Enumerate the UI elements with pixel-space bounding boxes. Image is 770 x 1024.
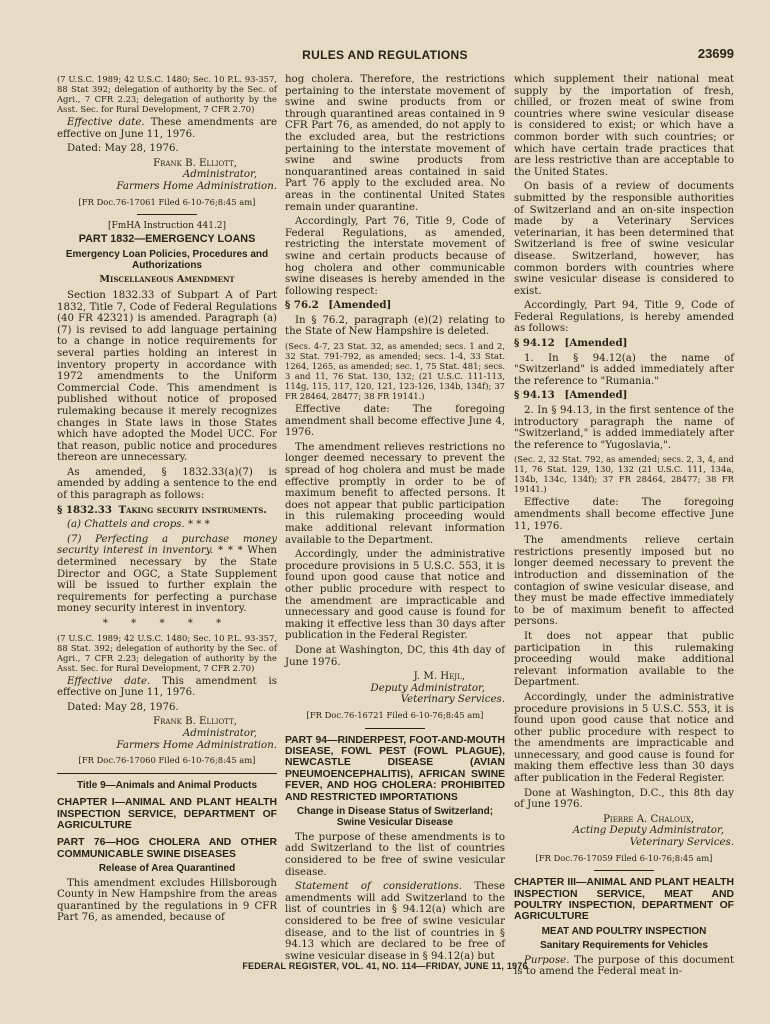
ellipsis-stars: * * * * *: [102, 618, 232, 629]
instruction-ref: [FmHA Instruction 441.2]: [107, 221, 227, 232]
body-paragraph: which supplement their national meat supply by the importation of fresh, chilled, or frozen meat of swine from countries where swine vesicular disease is considered to exist; or which have a common border with such countries; or which have certain trade practices that are less restrictive than are acceptable to the United States.: [514, 74, 734, 178]
body-paragraph: Accordingly, Part 94, Title 9, Code of Federal Regulations, is hereby amended as follows:: [514, 300, 734, 335]
body-paragraph: Statement of considerations. These amendments will add Switzerland to the list of countries in § 94.12(a) which are considered to be free of swine vesicular disease, and to the list of countries in § 94.13 which are declared to be free of swine vesicular disease in § 94.12(a) but: [285, 881, 505, 962]
divider: [365, 728, 425, 729]
body-paragraph: It does not appear that public participation in this rulemaking proceeding would make additional relevant information available to the Department.: [514, 630, 734, 689]
body-paragraph: 2. In § 94.13, in the first sentence of the introductory paragraph the name of "Switzerland," is added immediately after the reference to "Yugoslavia,".: [514, 405, 734, 451]
authority-citation: (Secs. 4-7, 23 Stat. 32, as amended; secs. 1 and 2, 32 Stat. 791-792, as amended; secs. 1-4, 33 Stat. 1264, 1265, as amended; sec. 1, 75 Stat. 481; secs. 3 and 11, 76 Stat. 130, 132; (21 U.S.C. 111-113, 114g, 115, 117, 120, 121, 123-126, 134b, 134f); 37 FR 28464, 28477; 38 FR 19141.): [285, 341, 505, 402]
signer-title: Acting Deputy Administrator,: [572, 825, 724, 837]
divider: [137, 214, 197, 215]
divider: [57, 773, 277, 774]
body-paragraph: Effective date: The foregoing amendments shall become effective June 11, 1976.: [514, 497, 734, 532]
section-paragraph-7: (7) Perfecting a purchase money security interest in inventory. * * * When determined necessary by the State Director and OGC, a State Supplement will be issued to further explain the requirements for perfecting a purchase money security interest in inventory.: [57, 533, 277, 615]
body-paragraph: This amendment excludes Hillsborough County in New Hampshire from the areas quarantined by the regulations in 9 CFR Part 76, as amended, because of: [57, 877, 277, 924]
section-heading: § 94.13 [Amended]: [514, 389, 628, 402]
effective-date: Effective date. This amendment is effective on June 11, 1976.: [57, 675, 277, 699]
body-paragraph: Accordingly, under the administrative procedure provisions in 5 U.S.C. 553, it is found upon good cause that notice and other public procedure with respect to the amendment are impracticable and unnecessary and good cause is found for making it effective less than 30 days after publication in the Federal Register.: [285, 549, 505, 642]
signer-title: Administrator,: [182, 727, 257, 739]
authority-citation: (7 U.S.C. 1989; 42 U.S.C. 1480; Sec. 10 P.L. 93-357, 88 Stat. 392; delegation of authority by the Sec. of Agri., 7 CFR 2.23; delegation of authority by the Asst. Sec. for Rural Development, 7 CFR 2.70): [57, 632, 277, 673]
part-subtitle: Emergency Loan Policies, Procedures and Authorizations: [65, 248, 269, 271]
page-footer: FEDERAL REGISTER, VOL. 41, NO. 114—FRIDAY, JUNE 11, 1976: [242, 961, 528, 971]
body-paragraph: Done at Washington, DC, this 4th day of June 1976.: [285, 644, 505, 668]
section-heading: § 94.12 [Amended]: [514, 337, 628, 350]
signer-name: Frank B. Elliott,: [153, 716, 237, 728]
fr-doc: [FR Doc.76-17059 Filed 6-10-76;8:45 am]: [535, 852, 713, 863]
column-3: [514, 74, 734, 981]
body-paragraph: Accordingly, Part 76, Title 9, Code of Federal Regulations, as amended, restricting the interstate movement of swine and certain products because of hog cholera and other communicable swine diseases is hereby amended in the following respect:: [285, 216, 505, 297]
signer-name: Frank B. Elliott,: [153, 157, 237, 169]
signer-org: Farmers Home Administration.: [116, 180, 277, 192]
signer-org: Veterinary Services.: [400, 694, 505, 706]
body-paragraph: 1. In § 94.12(a) the name of "Switzerland" is added immediately after the reference to "Rumania.": [514, 352, 734, 387]
fr-doc: [FR Doc.76-16721 Filed 6-10-76;8:45 am]: [306, 709, 484, 720]
signer-name: J. M. Hejl,: [413, 671, 465, 683]
signer-title: Deputy Administrator,: [370, 682, 485, 694]
fr-doc: [FR Doc.76-17061 Filed 6-10-76;8:45 am]: [78, 196, 256, 207]
section-heading: § 76.2 [Amended]: [285, 299, 392, 312]
part-subtitle: Change in Disease Status of Switzerland; Swine Vesicular Disease: [296, 805, 494, 829]
body-paragraph: On basis of a review of documents submitted by the responsible authorities of Switzerland and an on-site inspection made by a Veterinary Services veterinarian, it has been determined that Switzerland is free of swine vesicular disease. Switzerland, however, has common borders with countries where swine vesicular disease is considered to exist.: [514, 181, 734, 297]
part-heading: PART 76—HOG CHOLERA AND OTHER COMMUNICABLE SWINE DISEASES: [57, 837, 277, 860]
body-paragraph: Accordingly, under the administrative procedure provisions in 5 U.S.C. 553, it is found upon good cause that notice and other public procedure with respect to the amendments are impracticable and unnecessary, and good cause is found for making them effective less than 30 days after publication in the Federal Register.: [514, 691, 734, 785]
authority-citation: (Sec. 2, 32 Stat. 792, as amended; secs. 2, 3, 4, and 11, 76 Stat. 129, 130, 132 (21 U.S.C. 111, 134a, 134b, 134c, 134f); 37 FR 28464, 28477; 38 FR 19141.): [514, 454, 734, 495]
subject-heading: Sanitary Requirements for Vehicles: [540, 940, 708, 952]
fr-doc: [FR Doc.76-17060 Filed 6-10-76;8:45 am]: [78, 755, 256, 766]
body-paragraph: The amendments relieve certain restrictions presently imposed but no longer deemed necessary to prevent the introduction and dissemination of the contagion of swine vesicular disease, and they must be made effective immediately to be of maximum benefit to affected persons.: [514, 535, 734, 628]
body-paragraph: In § 76.2, paragraph (e)(2) relating to the State of New Hampshire is deleted.: [285, 314, 505, 338]
title-heading: Title 9—Animals and Animal Products: [76, 779, 258, 791]
column-2: [285, 74, 505, 965]
body-paragraph: The amendment relieves restrictions no longer deemed necessary to prevent the spread of hog cholera and must be made effective promptly in order to be of maximum benefit to affected persons. It does not appear that public participation in this rulemaking proceeding would make additional relevant information available to the Department.: [285, 441, 505, 546]
signer-org: Farmers Home Administration.: [116, 739, 277, 751]
misc-amendment-heading: Miscellaneous Amendment: [99, 274, 235, 286]
authority-citation: (7 U.S.C. 1989; 42 U.S.C. 1480; Sec. 10 P.L. 93-357, 88 Stat 392; delegation of authority by the Sec. of Agri., 7 CFR 2.23; delegation of authority by the Asst. Sec. for Rural Development, 7 CFR 2.70): [57, 74, 277, 114]
column-1: [57, 74, 277, 927]
dated: Dated: May 28, 1976.: [67, 701, 179, 713]
signer-title: Administrator,: [182, 169, 257, 181]
divider: [594, 870, 654, 871]
body-paragraph: Section 1832.33 of Subpart A of Part 1832, Title 7, Code of Federal Regulations (40 FR 42321) is amended. Paragraph (a) (7) is revised to add language pertaining to a change in notice requirements for several parties holding an interest in inventory property in accordance with 1972 amendments to the Uniform Commercial Code. This amendment is published without notice of proposed rulemaking because it merely recognizes changes in State laws in those States which have adopted the Model UCC. For that reason, public notice and procedures thereon are unnecessary.: [57, 289, 277, 464]
page-number: 23699: [697, 46, 734, 61]
effective-date: Effective date. These amendments are effective on June 11, 1976.: [57, 117, 277, 140]
chapter-heading: CHAPTER III—ANIMAL AND PLANT HEALTH INSPECTION SERVICE, MEAT AND POULTRY INSPECTION, DEPARTMENT OF AGRICULTURE: [514, 877, 734, 923]
running-header: RULES AND REGULATIONS: [302, 48, 468, 62]
part-heading: PART 94—RINDERPEST, FOOT-AND-MOUTH DISEASE, FOWL PEST (FOWL PLAGUE), NEWCASTLE DISEASE (AVIAN PNEUMOENCEPHALITIS), AFRICAN SWINE FEVER, AND HOG CHOLERA: PROHIBITED AND RESTRICTED IMPORTATIONS: [285, 734, 505, 803]
body-paragraph: Purpose. The purpose of this document is to amend the Federal meat in-: [514, 954, 734, 978]
body-paragraph: The purpose of these amendments is to add Switzerland to the list of countries considered to be free of swine vesicular disease.: [285, 831, 505, 878]
signer-org: Veterinary Services.: [629, 837, 734, 849]
body-paragraph: Effective date: The foregoing amendment shall become effective June 4, 1976.: [285, 404, 505, 439]
body-paragraph: As amended, § 1832.33(a)(7) is amended by adding a sentence to the end of this paragraph as follows:: [57, 466, 277, 502]
subchapter-heading: MEAT AND POULTRY INSPECTION: [541, 925, 707, 937]
chapter-heading: CHAPTER I—ANIMAL AND PLANT HEALTH INSPECTION SERVICE, DEPARTMENT OF AGRICULTURE: [57, 797, 277, 831]
subject-heading: Release of Area Quarantined: [98, 863, 236, 875]
section-paragraph-a: (a) Chattels and crops. * * *: [67, 519, 210, 531]
body-paragraph: Done at Washington, D.C., this 8th day of June 1976.: [514, 787, 734, 811]
part-heading: PART 1832—EMERGENCY LOANS: [78, 233, 256, 246]
body-paragraph: hog cholera. Therefore, the restrictions pertaining to the interstate movement of swine and swine products from or through quarantined areas contained in 9 CFR Part 76, as amended, do not apply to the excluded area, but the restrictions pertaining to the interstate movement of swine and swine products from nonquarantined areas contained in said Part 76 apply to the excluded area. No areas in the continental United States remain under quarantine.: [285, 74, 505, 213]
signer-name: Pierre A. Chaloux,: [603, 813, 694, 825]
dated: Dated: May 28, 1976.: [67, 143, 179, 155]
section-heading: § 1832.33 Taking security instruments.: [57, 503, 267, 516]
